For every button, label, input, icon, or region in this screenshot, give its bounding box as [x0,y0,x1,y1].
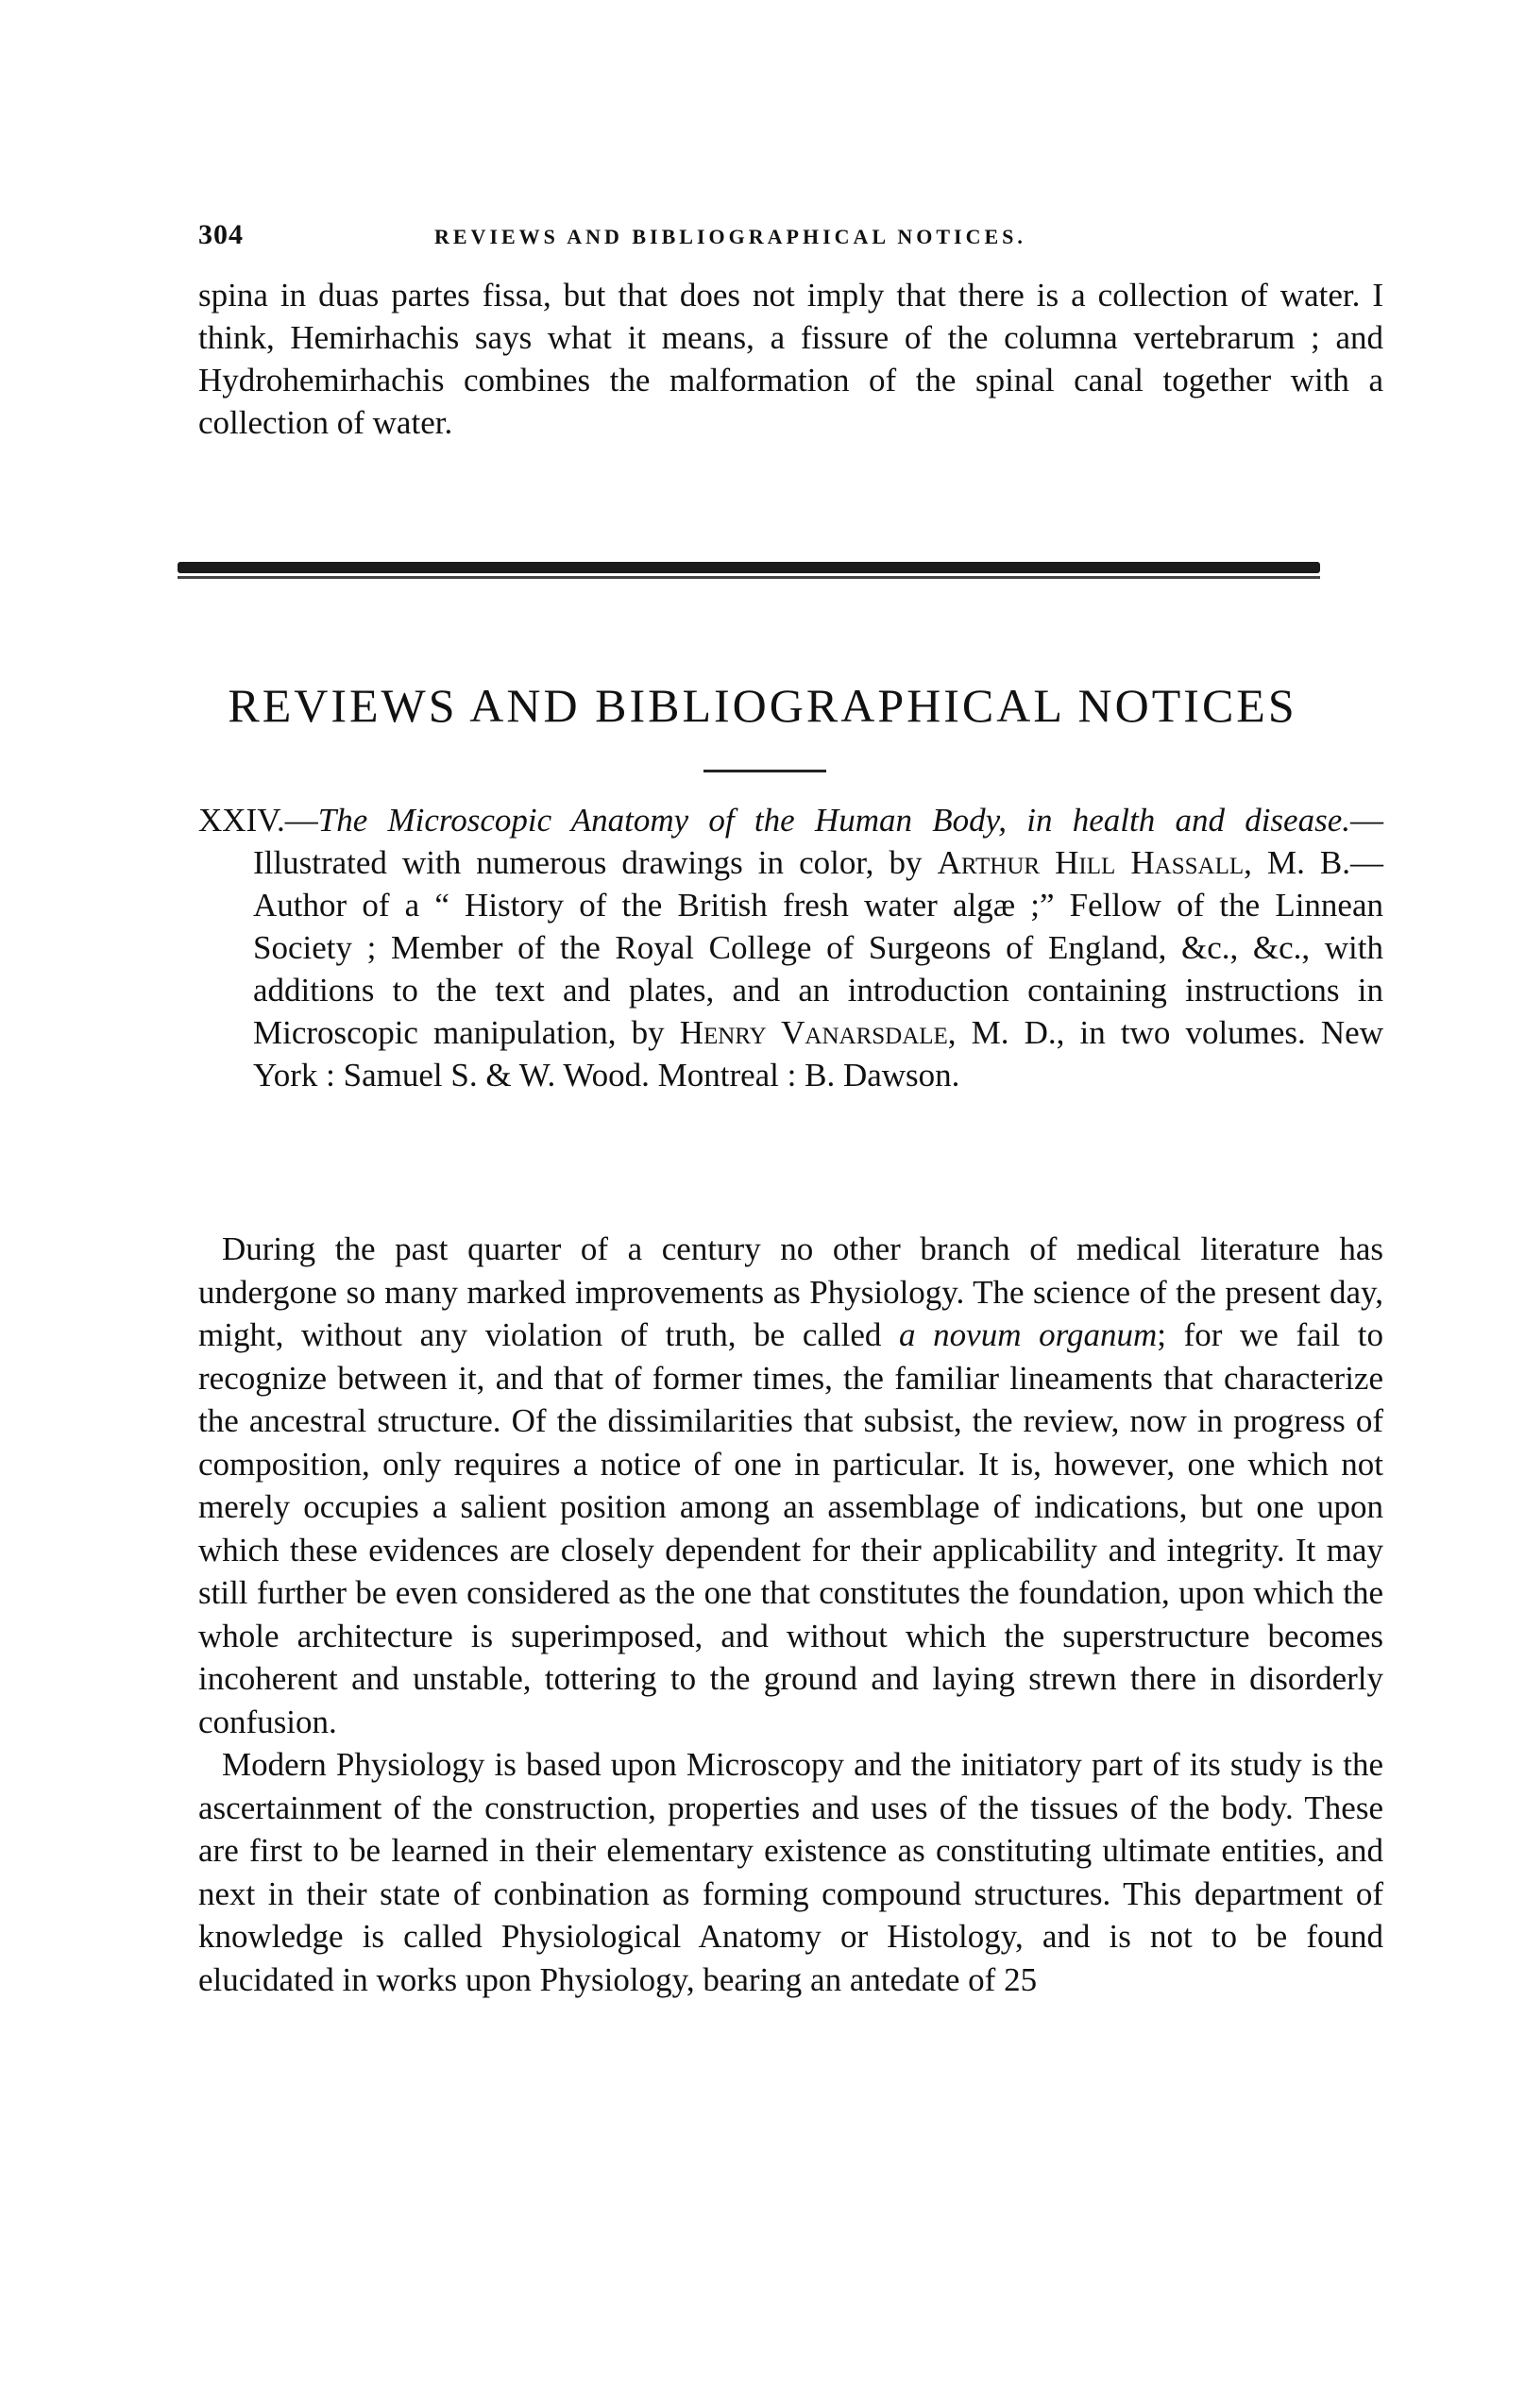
body-paragraph-1-start: During the past quarter of a century no other branch of medical literature has undergone so many marked improvements as Physiology. The science of the present day, might, without any violation of truth, be called [198,1230,1383,1353]
review-entry: XXIV.—The Microscopic Anatomy of the Human Body, in health and disease.—Illustrated with numerous drawings in color, by Arthur Hill Hassall, M. B.—Author of a “ History of the British fresh water algæ ;” Fellow of the Linnean Society ; Member of the Royal College of Surgeons of England, &c., &c., with additions to the text and plates, and an introduction containing instructions in Microscopic manipulation, by Henry Vanarsdale, M. D., in two volumes. New York : Samuel S. & W. Wood. Montreal : B. Dawson. [198,802,1384,1094]
entry-text-1: —Illustrated with numerous drawings in color, by [253,802,1383,881]
author-name: Arthur Hill Hassall [937,844,1245,881]
page-number: 304 [198,219,244,250]
section-divider-thick [178,562,1320,573]
section-title: REVIEWS AND BIBLIOGRAPHICAL NOTICES [228,679,1297,732]
body-paragraph-1 [198,1228,1383,1743]
continued-paragraph: spina in duas partes fissa, but that does not imply that there is a collection of water. I think, Hemirhachis says what it means, a fissure of the columna vertebrarum ; and Hydrohemirhachis combines the malformation of the spinal canal together with a collection of water. [198,277,1383,441]
title-underline [703,770,826,772]
editor-name: Henry Vanarsdale [679,1014,948,1051]
entry-text-3: , M. D., in two volumes. New York : Samuel S. & W. Wood. Montreal : B. Dawson. [253,1014,1383,1094]
book-title: The Microscopic Anatomy of the Human Body, in health and disease. [317,802,1350,839]
section-divider-thin [178,576,1320,579]
running-title: REVIEWS AND BIBLIOGRAPHICAL NOTICES. [434,225,1026,248]
running-head [198,219,1379,257]
entry-text-2: , M. B.—Author of a “ History of the British fresh water algæ ;” Fellow of the Linnean Society ; Member of the Royal College of Surgeons of England, &c., &c., with additions to the text and plates, and an introduction containing instructions in Microscopic manipulation, by [253,844,1384,1051]
body-paragraph-1-italic: a novum organum [899,1316,1158,1353]
entry-number: XXIV. [198,802,285,839]
body-paragraph-1-end: ; for we fail to recognize between it, and that of former times, the familiar lineaments that characterize the ancestral structure. Of the dissimilarities that subsist, the review, now in progress of composition, only requires a notice of one in particular. It is, however, one which not merely occupies a salient position among an assemblage of indications, but one upon which these evidences are closely dependent for their applicability and integrity. It may still further be even considered as the one that constitutes the foundation, upon which the whole architecture is superimposed, and without which the superstructure becomes incoherent and unstable, tottering to the ground and laying strewn there in disorderly confusion. [198,1316,1383,1740]
review-body [198,1228,1383,2001]
body-paragraph-2: Modern Physiology is based upon Microscopy and the initiatory part of its study is the ascertainment of the construction, properties and uses of the tissues of the body. These are first to be learned in their elementary existence as constituting ultimate entities, and next in their state of conbination as forming compound structures. This department of knowledge is called Physiological Anatomy or Histology, and is not to be found elucidated in works upon Physiology, bearing an antedate of 25 [198,1746,1383,1998]
